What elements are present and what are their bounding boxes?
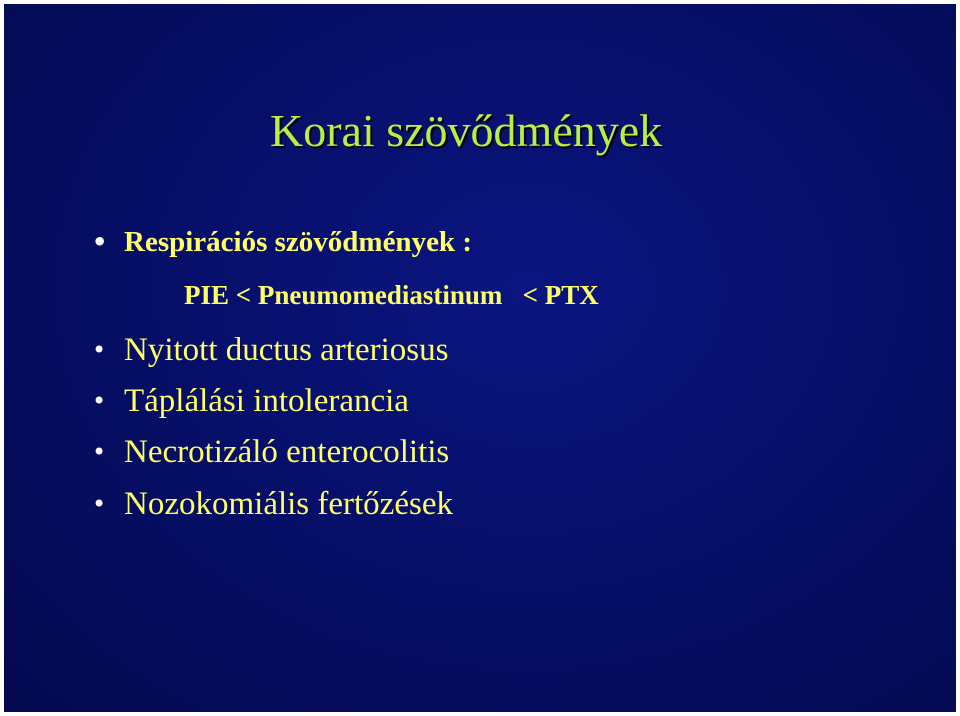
list-item-text: PIE < Pneumomediastinum < PTX [184, 280, 599, 310]
list-item-text: Necrotizáló enterocolitis [124, 434, 450, 470]
list-item-text: Nyitott ductus arteriosus [124, 332, 449, 368]
bullet-icon: • [92, 438, 107, 466]
bullet-icon: • [92, 228, 108, 256]
list-item-text: Respirációs szövődmények : [124, 226, 472, 258]
list-item-sub-pie [184, 277, 599, 313]
slide-title: Korai szövődmények [270, 105, 663, 156]
bullet-icon: • [92, 387, 107, 415]
bullet-icon: • [92, 336, 107, 364]
list-item-text: Táplálási intolerancia [124, 383, 409, 419]
bullet-icon: • [92, 490, 107, 518]
list-item-text: Nozokomiális fertőzések [124, 486, 453, 522]
